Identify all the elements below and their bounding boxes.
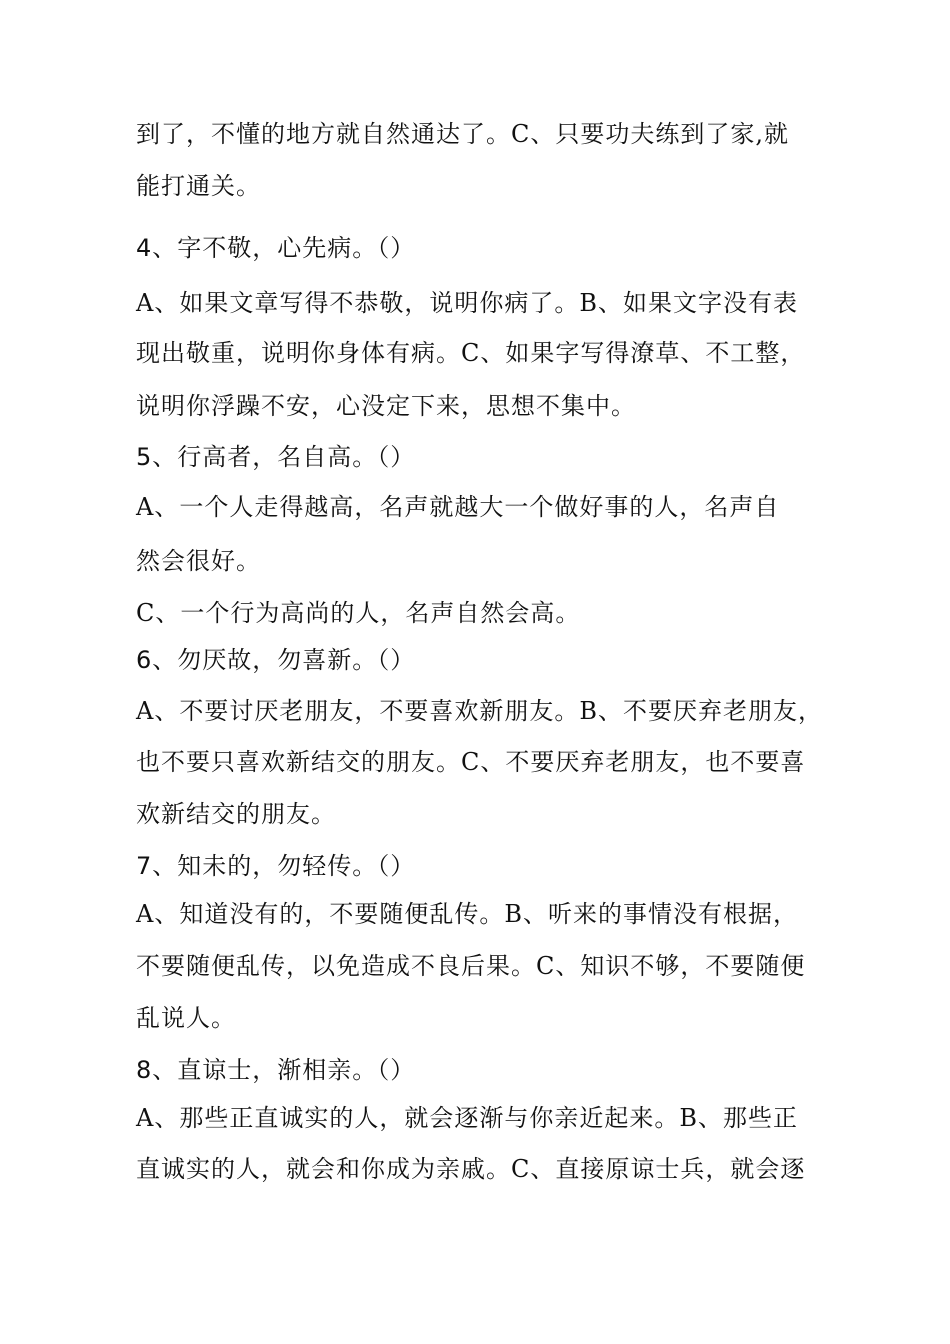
- text-line: 到了，不懂的地方就自然通达了。C、只要功夫练到了家,就: [136, 120, 789, 148]
- text-line: 不要随便乱传，以免造成不良后果。C、知识不够，不要随便: [136, 952, 806, 980]
- text-line: 也不要只喜欢新结交的朋友。C、不要厌弃老朋友，也不要喜: [136, 748, 806, 776]
- question-4-title: 4、字不敬，心先病。（）: [136, 234, 416, 262]
- text-line: 现出敬重，说明你身体有病。C、如果字写得潦草、不工整，: [136, 339, 806, 367]
- text-line: A、不要讨厌老朋友，不要喜欢新朋友。B、不要厌弃老朋友，: [136, 697, 823, 725]
- text-line: 乱说人。: [136, 1004, 236, 1032]
- question-5-title: 5、行高者，名自高。（）: [136, 443, 416, 471]
- question-7-title: 7、知未的，勿轻传。（）: [136, 852, 416, 880]
- text-line: A、一个人走得越高，名声就越大一个做好事的人，名声自: [136, 493, 780, 521]
- text-line: 欢新结交的朋友。: [136, 800, 336, 828]
- text-line: 然会很好。: [136, 547, 261, 575]
- text-line: 说明你浮躁不安，心没定下来，思想不集中。: [136, 392, 636, 420]
- text-line: A、如果文章写得不恭敬，说明你病了。B、如果文字没有表: [136, 289, 798, 317]
- question-8-title: 8、直谅士，渐相亲。（）: [136, 1056, 416, 1084]
- text-line: 直诚实的人，就会和你成为亲戚。C、直接原谅士兵，就会逐: [136, 1155, 806, 1183]
- question-6-title: 6、勿厌故，勿喜新。（）: [136, 646, 416, 674]
- text-line: A、那些正直诚实的人，就会逐渐与你亲近起来。B、那些正: [136, 1104, 798, 1132]
- text-line: 能打通关。: [136, 172, 261, 200]
- text-line: A、知道没有的，不要随便乱传。B、听来的事情没有根据，: [136, 900, 798, 928]
- text-line: C、一个行为高尚的人，名声自然会高。: [136, 599, 581, 627]
